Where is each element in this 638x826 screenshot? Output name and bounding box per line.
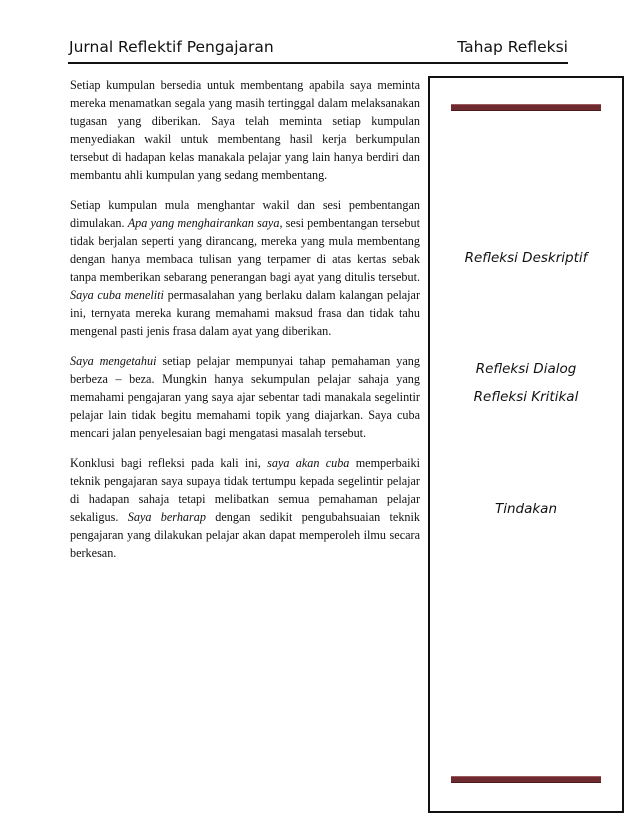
- label-refleksi-deskriptif: Refleksi Deskriptif: [464, 250, 588, 266]
- sidebar-bottom-bar: [451, 776, 601, 783]
- emphasis-text: Saya cuba meneliti: [70, 288, 164, 302]
- paragraph-text: Setiap kumpulan mula menghantar wakil dan sesi pembentangan dimulakan.: [70, 198, 420, 230]
- paragraph-text: , sesi pembentangan tersebut tidak berjalan seperti yang dirancang, mereka yang mula membentang dengan hanya membaca tulisan yang terpamer di atas kertas sebak tanpa memberikan sebarang penerangan bagi ayat yang ditulis tersebut.: [70, 216, 420, 284]
- paragraph-text: Setiap kumpulan bersedia untuk membentang apabila saya meminta mereka menamatkan segala yang masih tertinggal dalam melaksanakan tugasan yang diberikan. Saya telah meminta setiap kumpulan menyediakan wakil untuk membentang hasil kerja berkumpulan tersebut di hadapan kelas manakala pelajar yang lain hanya berdiri dan membantu ahli kumpulan yang sedang membentang.: [70, 78, 420, 182]
- paragraph: [70, 76, 420, 184]
- paragraph-text: dengan sedikit pengubahsuaian teknik pengajaran yang dilakukan pelajar akan dapat memperoleh ilmu secara berkesan.: [70, 510, 421, 560]
- reflection-body: [70, 76, 420, 574]
- emphasis-text: saya akan cuba: [267, 456, 350, 470]
- reflection-sidebar: [428, 76, 624, 813]
- paragraph-text: memperbaiki teknik pengajaran saya supaya tidak tertumpu kepada segelintir pelajar di hadapan sahaja tetapi melibatkan semua pemahaman pelajar sekaligus.: [70, 456, 420, 524]
- paragraph: [70, 352, 420, 442]
- paragraph: [70, 196, 420, 340]
- section-title: Tahap Refleksi: [457, 38, 568, 56]
- label-tindakan: Tindakan: [494, 501, 558, 517]
- emphasis-text: Saya mengetahui: [70, 354, 157, 368]
- label-refleksi-kritikal: Refleksi Kritikal: [473, 389, 579, 405]
- header-divider: [68, 62, 568, 64]
- label-refleksi-dialog: Refleksi Dialog: [475, 361, 577, 377]
- emphasis-text: Apa yang menghairankan saya: [127, 216, 280, 230]
- paragraph-text: permasalahan yang berlaku dalam kalangan pelajar ini, ternyata mereka kurang memahami maksud frasa dan tidak tahu mengenal pasti jenis frasa dalam ayat yang diberikan.: [70, 288, 421, 338]
- journal-title: Jurnal Reflektif Pengajaran: [69, 38, 274, 56]
- sidebar-top-bar: [451, 104, 601, 111]
- paragraph-text: Konklusi bagi refleksi pada kali ini,: [70, 456, 268, 470]
- paragraph-text: setiap pelajar mempunyai tahap pemahaman yang berbeza – beza. Mungkin hanya sekumpulan pelajar sahaja yang memahami pengajaran yang saya ajar sebentar tadi manakala segelintir pelajar lain tidak begitu memahami topik yang diajarkan. Saya cuba mencari jalan penyelesaian bagi mengatasi masalah tersebut.: [70, 354, 420, 440]
- paragraph: [70, 454, 420, 562]
- emphasis-text: Saya berharap: [127, 510, 206, 524]
